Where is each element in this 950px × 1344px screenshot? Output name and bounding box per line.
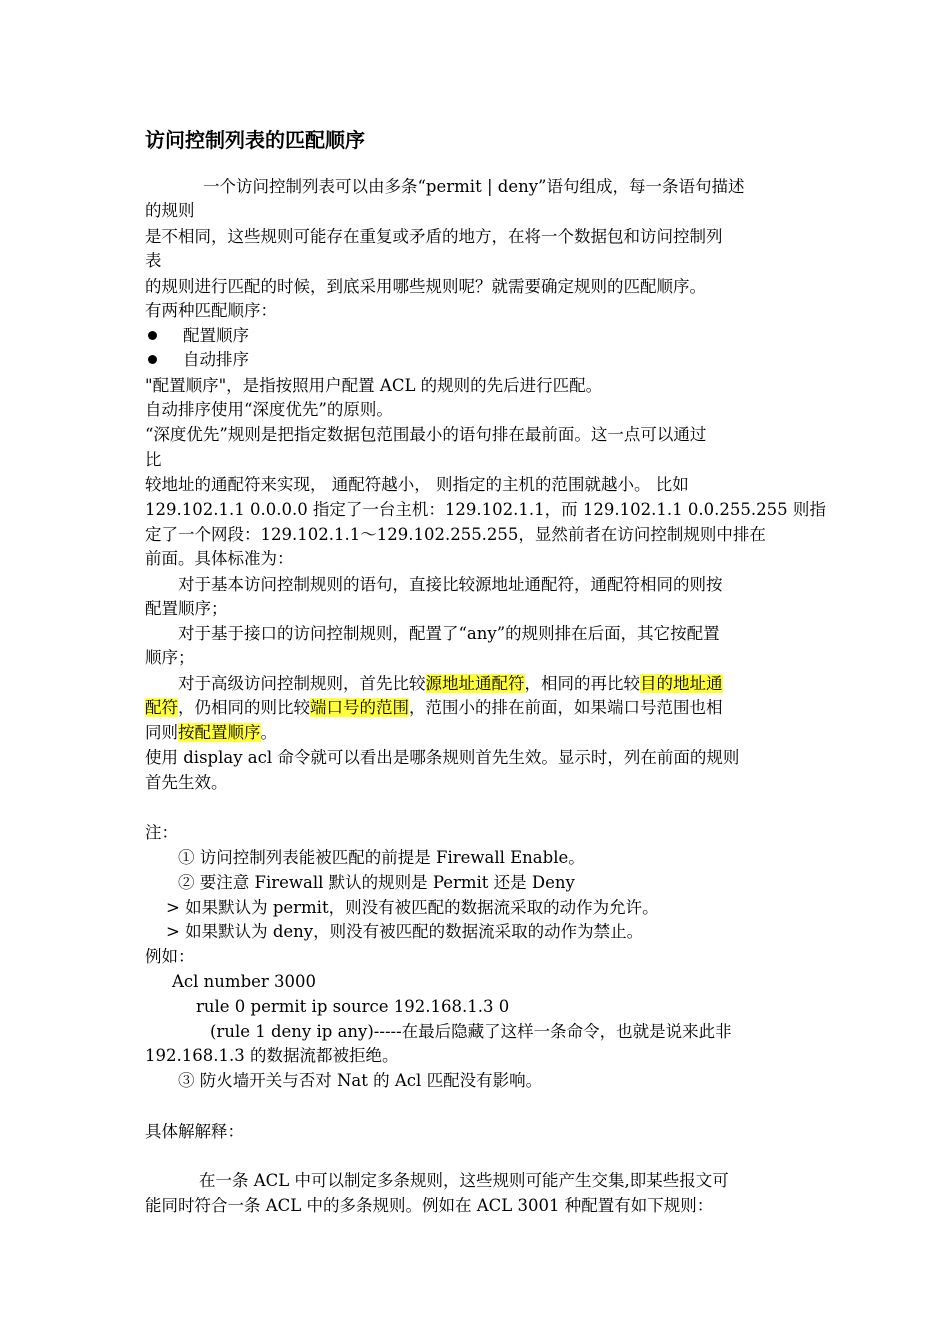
paragraph-line: 对于基于接口的访问控制规则，配置了“any”的规则排在后面，其它按配置 bbox=[178, 624, 720, 643]
paragraph-line: 首先生效。 bbox=[145, 773, 228, 792]
paragraph-line: “深度优先”规则是把指定数据包范围最小的语句排在最前面。这一点可以通过 bbox=[145, 425, 707, 444]
paragraph-line: 对于基本访问控制规则的语句，直接比较源地址通配符，通配符相同的则按 bbox=[178, 575, 723, 594]
paragraph-line: 表 bbox=[145, 251, 162, 270]
paragraph-line: 能同时符合一条 ACL 中的多条规则。例如在 ACL 3001 种配置有如下规则： bbox=[145, 1196, 714, 1215]
paragraph-line: 129.102.1.1 0.0.0.0 指定了一台主机：129.102.1.1，而 129.102.1.1 0.0.255.255 则指 bbox=[145, 500, 826, 519]
paragraph-line: 比 bbox=[145, 450, 162, 469]
paragraph-line: 一个访问控制列表可以由多条“permit | deny”语句组成，每一条语句描述 bbox=[203, 177, 745, 196]
paragraph-line: 192.168.1.3 的数据流都被拒绝。 bbox=[145, 1046, 399, 1065]
note-item: ① 访问控制列表能被匹配的前提是 Firewall Enable。 bbox=[178, 848, 585, 867]
highlighted-text: 端口号的范围 bbox=[310, 698, 409, 717]
section-heading: 具体解解释： bbox=[145, 1122, 244, 1141]
list-item: 配置顺序 bbox=[183, 326, 249, 345]
paragraph-line: "配置顺序"，是指按照用户配置 ACL 的规则的先后进行匹配。 bbox=[145, 376, 603, 395]
note-heading: 注： bbox=[145, 823, 178, 842]
note-item: ② 要注意 Firewall 默认的规则是 Permit 还是 Deny bbox=[178, 873, 575, 892]
highlighted-text: 按配置顺序 bbox=[178, 723, 261, 742]
paragraph-line: 的规则 bbox=[145, 201, 195, 220]
paragraph-line: 配符，仍相同的则比较端口号的范围，范围小的排在前面，如果端口号范围也相 bbox=[145, 698, 723, 717]
paragraph-line: 顺序； bbox=[145, 648, 195, 667]
paragraph-line: 有两种匹配顺序： bbox=[145, 301, 277, 320]
code-line: (rule 1 deny ip any)-----在最后隐藏了这样一条命令，也就是说来此非 bbox=[210, 1022, 732, 1041]
paragraph-line: 前面。具体标准为： bbox=[145, 549, 294, 568]
paragraph-line: 定了一个网段：129.102.1.1～129.102.255.255，显然前者在访问控制规则中排在 bbox=[145, 525, 766, 544]
note-item: ③ 防火墙开关与否对 Nat 的 Acl 匹配没有影响。 bbox=[178, 1071, 543, 1090]
bullet-icon bbox=[148, 331, 157, 340]
bullet-icon bbox=[148, 355, 157, 364]
paragraph-line: 较地址的通配符来实现， 通配符越小， 则指定的主机的范围就越小。 比如 bbox=[145, 475, 689, 494]
note-subitem: > 如果默认为 permit，则没有被匹配的数据流采取的动作为允许。 bbox=[166, 898, 659, 917]
paragraph-line: 是不相同，这些规则可能存在重复或矛盾的地方，在将一个数据包和访问控制列 bbox=[145, 227, 723, 246]
note-subitem: > 如果默认为 deny，则没有被匹配的数据流采取的动作为禁止。 bbox=[166, 922, 644, 941]
paragraph-line: 对于高级访问控制规则，首先比较源地址通配符，相同的再比较目的地址通 bbox=[178, 674, 723, 693]
paragraph-line: 在一条 ACL 中可以制定多条规则，这些规则可能产生交集,即某些报文可 bbox=[199, 1171, 729, 1190]
example-heading: 例如： bbox=[145, 947, 195, 966]
highlighted-text: 源地址通配符 bbox=[425, 674, 525, 693]
paragraph-line: 同则按配置顺序。 bbox=[145, 723, 277, 742]
list-item: 自动排序 bbox=[183, 350, 249, 369]
code-line: rule 0 permit ip source 192.168.1.3 0 bbox=[196, 997, 510, 1016]
paragraph-line: 使用 display acl 命令就可以看出是哪条规则首先生效。显示时，列在前面的规则 bbox=[145, 748, 740, 767]
paragraph-line: 自动排序使用“深度优先”的原则。 bbox=[145, 400, 393, 419]
page-title: 访问控制列表的匹配顺序 bbox=[145, 128, 365, 152]
highlighted-text: 目的地址通 bbox=[640, 674, 723, 693]
highlighted-text: 配符 bbox=[145, 698, 178, 717]
paragraph-line: 配置顺序； bbox=[145, 599, 228, 618]
code-line: Acl number 3000 bbox=[172, 972, 317, 991]
paragraph-line: 的规则进行匹配的时候，到底采用哪些规则呢？就需要确定规则的匹配顺序。 bbox=[145, 277, 706, 296]
